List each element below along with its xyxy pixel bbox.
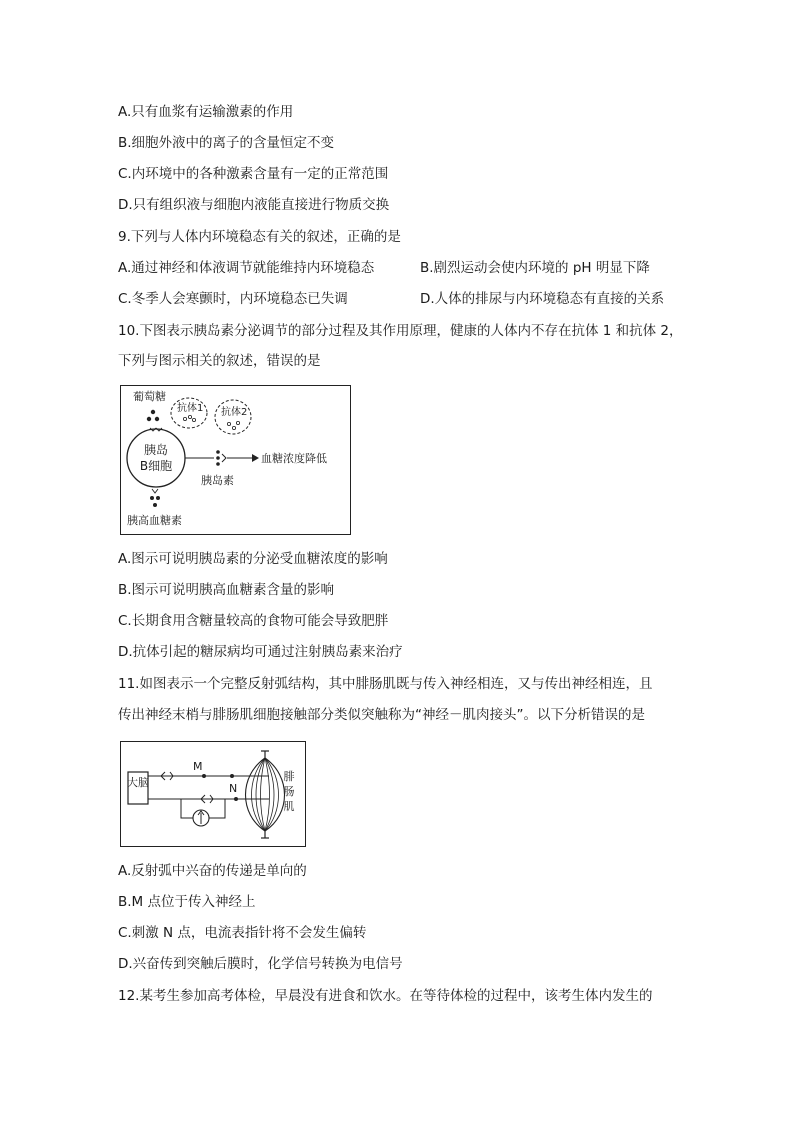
q11-option-c: C.刺激 N 点，电流表指针将不会发生偏转: [118, 925, 367, 941]
q8-option-b: B.细胞外液中的离子的含量恒定不变: [118, 135, 335, 151]
point-m-label: M: [193, 760, 203, 773]
q10-stem-line2: 下列与图示相关的叙述，错误的是: [118, 353, 321, 369]
q10-option-a: A.图示可说明胰岛素的分泌受血糖浓度的影响: [118, 551, 388, 567]
q11-option-a: A.反射弧中兴奋的传递是单向的: [118, 863, 307, 879]
q10-option-d: D.抗体引起的糖尿病均可通过注射胰岛素来治疗: [118, 644, 403, 660]
muscle-label-1: 腓: [283, 770, 295, 783]
q11-stem-line2: 传出神经末梢与腓肠肌细胞接触部分类似突触称为“神经－肌肉接头”。以下分析错误的是: [118, 707, 645, 723]
q12-stem-line1: 12.某考生参加高考体检，早晨没有进食和饮水。在等待体检的过程中，该考生体内发生的: [118, 988, 653, 1004]
muscle-label-3: 肌: [283, 800, 295, 813]
q8-option-a: A.只有血浆有运输激素的作用: [118, 104, 294, 120]
insulin-regulation-figure: [120, 385, 351, 535]
q9-option-b: B.剧烈运动会使内环境的 pH 明显下降: [420, 260, 650, 276]
galvanometer-wires: [181, 799, 225, 818]
glucagon-molecules: [150, 496, 160, 507]
antibody-1-label: 抗体1: [177, 403, 204, 414]
q10-stem-line1: 10.下图表示胰岛素分泌调节的部分过程及其作用原理，健康的人体内不存在抗体 1 和抗体 2，: [118, 323, 683, 339]
q11-stem-line1: 11.如图表示一个完整反射弧结构，其中腓肠肌既与传入神经相连，又与传出神经相连，且: [118, 676, 653, 692]
reflex-arc-figure: [120, 741, 306, 847]
q9-stem: 9.下列与人体内环境稳态有关的叙述，正确的是: [118, 229, 401, 245]
gastrocnemius-muscle: [246, 751, 285, 838]
glucagon-label: 胰高血糖素: [127, 514, 182, 527]
point-n-label: N: [229, 782, 238, 795]
q10-option-b: B.图示可说明胰高血糖素含量的影响: [118, 582, 335, 598]
point-m-dot: [202, 774, 206, 778]
insulin-molecules: [216, 450, 220, 466]
glucose-molecules: [147, 410, 159, 421]
result-label: 血糖浓度降低: [261, 452, 327, 465]
q9-option-a: A.通过神经和体液调节就能维持内环境稳态: [118, 260, 375, 276]
q8-option-d: D.只有组织液与细胞内液能直接进行物质交换: [118, 197, 390, 213]
cell-label-line1: 胰岛: [143, 443, 169, 457]
q11-option-b: B.M 点位于传入神经上: [118, 894, 256, 910]
q9-option-c: C.冬季人会寒颤时，内环境稳态已失调: [118, 291, 348, 307]
antibody-2-label: 抗体2: [221, 407, 248, 418]
cell-label-line2: B细胞: [139, 459, 173, 473]
beta-cell: [127, 429, 185, 487]
glucose-label: 葡萄糖: [133, 390, 166, 403]
q11-option-d: D.兴奋传到突触后膜时，化学信号转换为电信号: [118, 956, 403, 972]
muscle-label-2: 肠: [283, 785, 295, 798]
q8-option-c: C.内环境中的各种激素含量有一定的正常范围: [118, 166, 389, 182]
q9-option-d: D.人体的排尿与内环境稳态有直接的关系: [420, 291, 665, 307]
insulin-label: 胰岛素: [201, 474, 234, 487]
q10-option-c: C.长期食用含糖量较高的食物可能会导致肥胖: [118, 613, 389, 629]
brain-label: 大脑: [127, 776, 149, 789]
